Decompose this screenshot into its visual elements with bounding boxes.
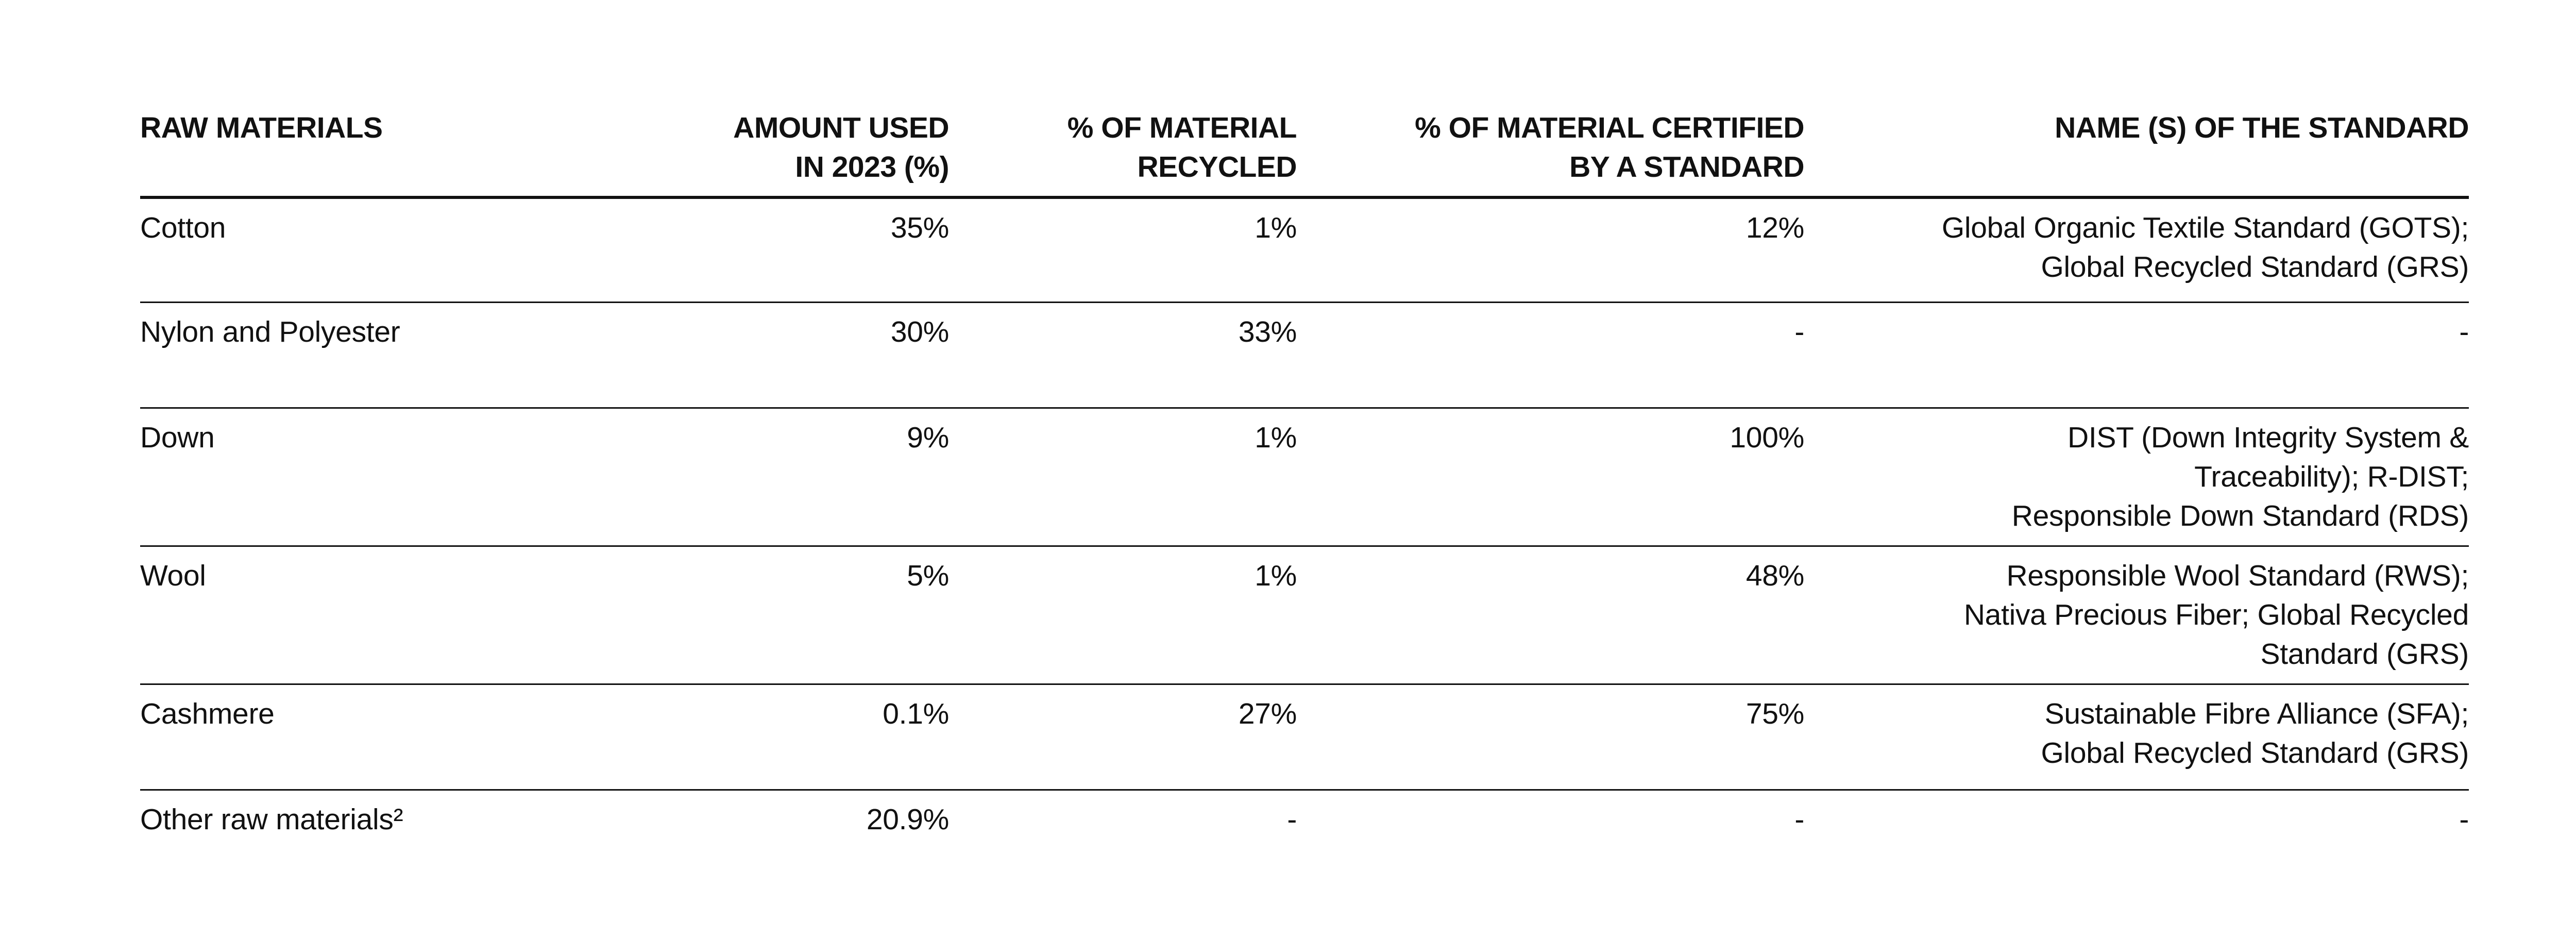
- table-header-row: [140, 108, 2469, 197]
- cell-amount: 5%: [707, 546, 949, 684]
- header-raw-materials: RAW MATERIALS: [140, 108, 707, 197]
- cell-certified: -: [1794, 803, 1804, 836]
- cell-standard: Sustainable Fibre Alliance (SFA); Global Recycled Standard (GRS): [1804, 684, 2469, 790]
- cell-recycled: 27%: [949, 684, 1297, 790]
- cell-certified: -: [1297, 303, 1804, 408]
- cell-standard: -: [1804, 303, 2469, 408]
- cell-material: Wool: [140, 546, 707, 684]
- header-material-recycled: % OF MATERIAL RECYCLED: [949, 108, 1297, 197]
- raw-materials-table: [140, 108, 2469, 872]
- cell-recycled: -: [1287, 803, 1297, 836]
- cell-certified: 12%: [1297, 197, 1804, 303]
- cell-material: Other raw materials²: [140, 803, 403, 836]
- cell-standard: Responsible Wool Standard (RWS); Nativa Precious Fiber; Global Recycled Standard (GRS): [1804, 546, 2469, 684]
- cell-amount: 35%: [707, 197, 949, 303]
- cell-amount: 30%: [707, 303, 949, 408]
- cell-standard: DIST (Down Integrity System & Traceability); R-DIST; Responsible Down Standard (RDS): [1804, 408, 2469, 546]
- cell-certified: 48%: [1297, 546, 1804, 684]
- table-row: [140, 408, 2469, 546]
- header-material-certified: % OF MATERIAL CERTIFIED BY A STANDARD: [1297, 108, 1804, 197]
- table-row: [140, 303, 2469, 408]
- cell-standard: -: [2459, 803, 2469, 836]
- cell-recycled: 1%: [949, 408, 1297, 546]
- cell-standard: Global Organic Textile Standard (GOTS); Global Recycled Standard (GRS): [1804, 197, 2469, 303]
- header-standard-names: NAME (S) OF THE STANDARD: [1804, 108, 2469, 197]
- cell-material: Down: [140, 408, 707, 546]
- table-row: [140, 546, 2469, 684]
- cell-material: Cotton: [140, 197, 707, 303]
- cell-amount: 9%: [707, 408, 949, 546]
- raw-materials-table-container: [140, 108, 2469, 872]
- cell-material: Cashmere: [140, 684, 707, 790]
- cell-certified: 75%: [1297, 684, 1804, 790]
- cell-material: Nylon and Polyester: [140, 303, 707, 408]
- cell-recycled: 1%: [949, 546, 1297, 684]
- cell-amount: 0.1%: [707, 684, 949, 790]
- cell-recycled: 33%: [949, 303, 1297, 408]
- table-row: [140, 790, 2469, 873]
- cell-recycled: 1%: [949, 197, 1297, 303]
- table-row: [140, 684, 2469, 790]
- cell-amount: 20.9%: [866, 803, 949, 836]
- header-amount-used: AMOUNT USED IN 2023 (%): [707, 108, 949, 197]
- table-row: [140, 197, 2469, 303]
- cell-certified: 100%: [1297, 408, 1804, 546]
